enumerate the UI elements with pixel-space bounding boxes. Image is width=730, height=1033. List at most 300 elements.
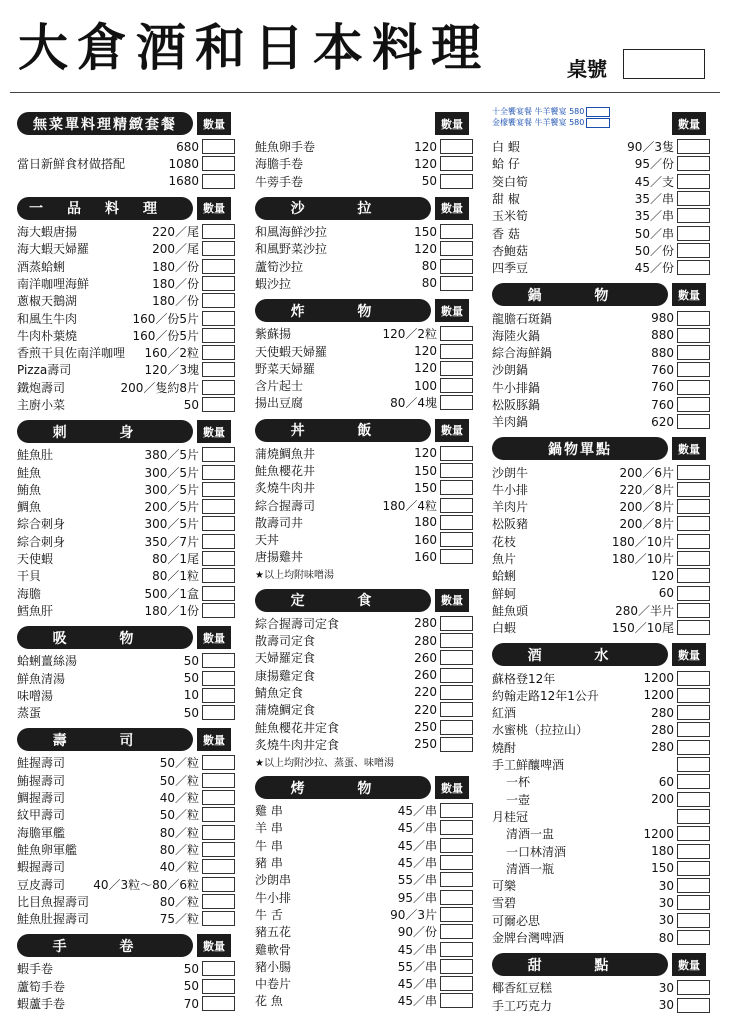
quantity-box[interactable] bbox=[202, 293, 235, 308]
menu-item bbox=[492, 396, 710, 413]
section-header bbox=[492, 643, 710, 666]
item-name: 海膽 bbox=[17, 586, 42, 601]
item-price: 200／8片 bbox=[619, 517, 674, 532]
menu-item bbox=[492, 498, 710, 515]
item-name: 蝦握壽司 bbox=[17, 860, 66, 875]
menu-item bbox=[492, 669, 710, 686]
menu-section bbox=[17, 197, 235, 413]
quantity-box[interactable] bbox=[677, 551, 710, 566]
quantity-box[interactable] bbox=[202, 688, 235, 703]
quantity-box[interactable] bbox=[202, 568, 235, 583]
item-price: 45／串 bbox=[397, 856, 437, 871]
quantity-box[interactable] bbox=[202, 653, 235, 668]
item-price: 45／串 bbox=[397, 977, 437, 992]
section-header bbox=[255, 197, 473, 220]
quantity-box[interactable] bbox=[440, 498, 473, 513]
quantity-box[interactable] bbox=[677, 534, 710, 549]
quantity-box[interactable] bbox=[440, 838, 473, 853]
menu-item bbox=[17, 806, 235, 823]
item-price: 300／5片 bbox=[144, 517, 199, 532]
quantity-box[interactable] bbox=[440, 326, 473, 341]
menu-item bbox=[255, 445, 473, 462]
quantity-box[interactable] bbox=[202, 139, 235, 154]
menu-item bbox=[17, 550, 235, 567]
item-price: 380／5片 bbox=[144, 448, 199, 463]
item-name: 鐵炮壽司 bbox=[17, 380, 66, 395]
quantity-box[interactable] bbox=[202, 224, 235, 239]
quantity-box[interactable] bbox=[677, 809, 710, 824]
item-price: 90／份 bbox=[397, 925, 437, 940]
item-name: 鮭魚櫻花井定食 bbox=[255, 720, 340, 735]
quantity-header: 數量 bbox=[197, 626, 231, 649]
item-name: 杏鮑菇 bbox=[492, 243, 529, 258]
item-price: 300／5片 bbox=[144, 465, 199, 480]
item-name: 紅酒 bbox=[492, 706, 517, 721]
quantity-box[interactable] bbox=[202, 447, 235, 462]
quantity-box[interactable] bbox=[202, 671, 235, 686]
item-price: 60 bbox=[658, 774, 674, 789]
quantity-box[interactable] bbox=[440, 361, 473, 376]
menu-item bbox=[255, 138, 473, 155]
menu-item bbox=[17, 754, 235, 771]
quantity-box[interactable] bbox=[202, 156, 235, 171]
quantity-box[interactable] bbox=[677, 586, 710, 601]
menu-item bbox=[492, 224, 710, 241]
item-price: 50／粒 bbox=[159, 808, 199, 823]
menu-item bbox=[255, 514, 473, 531]
menu-section bbox=[255, 419, 473, 582]
quantity-box[interactable] bbox=[677, 156, 710, 171]
header-divider bbox=[10, 92, 720, 93]
item-name: 松阪豬 bbox=[492, 517, 529, 532]
item-price: 45／串 bbox=[397, 994, 437, 1009]
item-price: 180／10片 bbox=[611, 534, 674, 549]
quantity-box[interactable] bbox=[677, 998, 710, 1013]
quantity-header: 數量 bbox=[672, 953, 706, 976]
item-name: 玉米筍 bbox=[492, 209, 529, 224]
menu-item bbox=[255, 155, 473, 172]
item-price: 1200 bbox=[643, 826, 674, 841]
quantity-box[interactable] bbox=[677, 930, 710, 945]
quantity-box[interactable] bbox=[202, 961, 235, 976]
quantity-box[interactable] bbox=[677, 774, 710, 789]
item-name: 可樂 bbox=[492, 879, 517, 894]
section-header bbox=[255, 776, 473, 799]
quantity-box[interactable] bbox=[440, 463, 473, 478]
quantity-box[interactable] bbox=[440, 702, 473, 717]
quantity-box[interactable] bbox=[440, 515, 473, 530]
quantity-box[interactable] bbox=[677, 757, 710, 772]
menu-section bbox=[17, 728, 235, 927]
item-name: 鮭魚肚握壽司 bbox=[17, 912, 90, 927]
item-name: 燒酎 bbox=[492, 740, 517, 755]
quantity-box[interactable] bbox=[440, 446, 473, 461]
item-price: 120 bbox=[651, 568, 674, 583]
item-price: 45／串 bbox=[397, 804, 437, 819]
item-price: 35／串 bbox=[634, 192, 674, 207]
menu-item bbox=[492, 704, 710, 721]
item-price: 80／粒 bbox=[159, 894, 199, 909]
section-header bbox=[492, 953, 710, 976]
quantity-box[interactable] bbox=[202, 755, 235, 770]
item-price: 50 bbox=[183, 397, 199, 412]
quantity-box[interactable] bbox=[202, 174, 235, 189]
quantity-box[interactable] bbox=[202, 603, 235, 618]
item-price: 80／1粒 bbox=[152, 569, 199, 584]
item-price: 150 bbox=[651, 861, 674, 876]
item-price: 760 bbox=[651, 380, 674, 395]
quantity-box[interactable] bbox=[677, 482, 710, 497]
quantity-box[interactable] bbox=[202, 380, 235, 395]
quantity-box[interactable] bbox=[677, 345, 710, 360]
quantity-box[interactable] bbox=[440, 976, 473, 991]
quantity-box[interactable] bbox=[677, 139, 710, 154]
item-price: 80 bbox=[658, 930, 674, 945]
quantity-box[interactable] bbox=[440, 616, 473, 631]
quantity-box[interactable] bbox=[202, 465, 235, 480]
item-price: 260 bbox=[414, 650, 437, 665]
quantity-box[interactable] bbox=[677, 878, 710, 893]
section-header bbox=[255, 419, 473, 442]
item-name: 蒲燒鯛魚井 bbox=[255, 446, 316, 461]
menu-section bbox=[255, 197, 473, 292]
quantity-box[interactable] bbox=[202, 911, 235, 926]
item-name: 一壺 bbox=[506, 792, 531, 807]
quantity-box[interactable] bbox=[677, 568, 710, 583]
item-price: 120 bbox=[414, 344, 437, 359]
quantity-box[interactable] bbox=[202, 859, 235, 874]
menu-item bbox=[255, 923, 473, 940]
item-name: 鯛握壽司 bbox=[17, 791, 66, 806]
quantity-header: 數量 bbox=[435, 419, 469, 442]
quantity-header: 數量 bbox=[672, 112, 706, 135]
quantity-header: 數量 bbox=[197, 197, 231, 220]
section-title: 壽 司 bbox=[17, 728, 193, 751]
item-price: 980 bbox=[651, 311, 674, 326]
quantity-box[interactable] bbox=[440, 924, 473, 939]
quantity-box[interactable] bbox=[677, 516, 710, 531]
quantity-box[interactable] bbox=[440, 276, 473, 291]
quantity-box[interactable] bbox=[202, 705, 235, 720]
menu-item bbox=[492, 259, 710, 276]
quantity-box[interactable] bbox=[677, 328, 710, 343]
item-name: 鮮蚵 bbox=[492, 586, 517, 601]
quantity-box[interactable] bbox=[202, 807, 235, 822]
section-header bbox=[17, 420, 235, 443]
quantity-box[interactable] bbox=[677, 174, 710, 189]
quantity-box[interactable] bbox=[677, 844, 710, 859]
menu-item bbox=[492, 481, 710, 498]
menu-section bbox=[492, 643, 710, 946]
item-name: 清酒一瓶 bbox=[506, 861, 555, 876]
item-name: 天丼 bbox=[255, 533, 280, 548]
item-name: 唐揚雞丼 bbox=[255, 550, 304, 565]
quantity-box[interactable] bbox=[440, 139, 473, 154]
item-name: 海膽軍艦 bbox=[17, 825, 66, 840]
quantity-box[interactable] bbox=[440, 241, 473, 256]
item-name: 豬小腸 bbox=[255, 959, 292, 974]
quantity-box[interactable] bbox=[440, 820, 473, 835]
item-name: 鮭魚肚 bbox=[17, 448, 54, 463]
quantity-box[interactable] bbox=[440, 855, 473, 870]
item-price: 180 bbox=[414, 515, 437, 530]
menu-section bbox=[255, 589, 473, 769]
quantity-box[interactable] bbox=[440, 156, 473, 171]
quantity-box[interactable] bbox=[677, 722, 710, 737]
section-note: ★以上均附味噌湯 bbox=[255, 570, 334, 582]
quantity-box[interactable] bbox=[440, 480, 473, 495]
item-price: 160／2粒 bbox=[144, 346, 199, 361]
quantity-box[interactable] bbox=[440, 803, 473, 818]
item-name: 約翰走路12年1公升 bbox=[492, 688, 599, 703]
menu-item bbox=[255, 615, 473, 632]
table-number-field[interactable] bbox=[623, 49, 705, 79]
quantity-box[interactable] bbox=[440, 532, 473, 547]
menu-item bbox=[255, 240, 473, 257]
menu-item bbox=[255, 325, 473, 342]
menu-item bbox=[255, 394, 473, 411]
menu-item bbox=[17, 602, 235, 619]
quantity-box[interactable] bbox=[440, 685, 473, 700]
section-header bbox=[17, 728, 235, 751]
quantity-header: 數量 bbox=[672, 283, 706, 306]
mini-note-line1: 十全饗宴餐 牛羊饗宴 580 bbox=[492, 107, 585, 116]
menu-section bbox=[255, 299, 473, 411]
item-name: 康揚雞定食 bbox=[255, 668, 316, 683]
item-price: 40／粒 bbox=[159, 860, 199, 875]
menu-item bbox=[492, 207, 710, 224]
item-name: 綜合刺身 bbox=[17, 534, 66, 549]
menu-item bbox=[17, 585, 235, 602]
item-price: 50／份 bbox=[634, 243, 674, 258]
item-price: 95／份 bbox=[634, 157, 674, 172]
quantity-box[interactable] bbox=[202, 516, 235, 531]
menu-item bbox=[17, 138, 235, 155]
menu-item bbox=[255, 548, 473, 565]
section-header bbox=[17, 934, 235, 957]
menu-item bbox=[17, 533, 235, 550]
quantity-box[interactable] bbox=[677, 861, 710, 876]
menu-section bbox=[255, 776, 473, 1010]
item-name: 鮪握壽司 bbox=[17, 773, 66, 788]
item-name: 海膽手卷 bbox=[255, 157, 304, 172]
quantity-box[interactable] bbox=[440, 668, 473, 683]
menu-item bbox=[17, 463, 235, 480]
quantity-box[interactable] bbox=[440, 174, 473, 189]
item-name: 蘆筍手卷 bbox=[17, 979, 66, 994]
quantity-box[interactable] bbox=[440, 872, 473, 887]
item-price: 80／1尾 bbox=[152, 552, 199, 567]
item-name: 紫蘇揚 bbox=[255, 327, 292, 342]
item-name: 牛肉朴葉燒 bbox=[17, 328, 78, 343]
menu-item bbox=[255, 736, 473, 753]
item-price: 1200 bbox=[643, 671, 674, 686]
quantity-box[interactable] bbox=[202, 877, 235, 892]
menu-item bbox=[492, 138, 710, 155]
menu-item bbox=[17, 446, 235, 463]
menu-section bbox=[17, 934, 235, 1012]
item-price: 1080 bbox=[168, 156, 199, 171]
quantity-header: 數量 bbox=[197, 728, 231, 751]
menu-item bbox=[255, 992, 473, 1009]
quantity-box[interactable] bbox=[202, 551, 235, 566]
item-price: 280 bbox=[651, 705, 674, 720]
menu-item bbox=[17, 396, 235, 413]
item-price: 100 bbox=[414, 378, 437, 393]
quantity-box[interactable] bbox=[677, 380, 710, 395]
quantity-box[interactable] bbox=[202, 241, 235, 256]
item-name: 天使蝦 bbox=[17, 552, 54, 567]
quantity-box[interactable] bbox=[677, 208, 710, 223]
quantity-box[interactable] bbox=[440, 959, 473, 974]
menu-item bbox=[17, 223, 235, 240]
item-price: 200／隻約8片 bbox=[120, 380, 199, 395]
quantity-box[interactable] bbox=[440, 720, 473, 735]
quantity-box[interactable] bbox=[677, 499, 710, 514]
quantity-box[interactable] bbox=[677, 226, 710, 241]
quantity-box[interactable] bbox=[202, 259, 235, 274]
item-price: 350／7片 bbox=[144, 534, 199, 549]
quantity-box[interactable] bbox=[677, 705, 710, 720]
quantity-header: 數量 bbox=[435, 299, 469, 322]
quantity-box[interactable] bbox=[677, 792, 710, 807]
quantity-box[interactable] bbox=[202, 825, 235, 840]
item-price: 200／尾 bbox=[152, 242, 199, 257]
quantity-box[interactable] bbox=[440, 942, 473, 957]
quantity-box[interactable] bbox=[677, 895, 710, 910]
menu-item bbox=[492, 190, 710, 207]
item-price: 80 bbox=[421, 259, 437, 274]
quantity-box[interactable] bbox=[202, 345, 235, 360]
quantity-box[interactable] bbox=[677, 688, 710, 703]
quantity-header: 數量 bbox=[672, 643, 706, 666]
quantity-box[interactable] bbox=[202, 894, 235, 909]
menu-item bbox=[17, 275, 235, 292]
quantity-box[interactable] bbox=[202, 499, 235, 514]
quantity-box[interactable] bbox=[677, 414, 710, 429]
item-name: 天婦羅定食 bbox=[255, 651, 316, 666]
menu-item bbox=[255, 257, 473, 274]
item-name: 和風野菜沙拉 bbox=[255, 242, 328, 257]
menu-item bbox=[17, 875, 235, 892]
quantity-box[interactable] bbox=[202, 482, 235, 497]
item-name: 手工巧克力 bbox=[492, 998, 553, 1013]
quantity-box[interactable] bbox=[677, 603, 710, 618]
quantity-box[interactable] bbox=[440, 378, 473, 393]
item-name: 味噌湯 bbox=[17, 688, 54, 703]
quantity-box[interactable] bbox=[202, 311, 235, 326]
quantity-box[interactable] bbox=[202, 586, 235, 601]
restaurant-title: 大倉酒和日本料理 bbox=[18, 18, 490, 77]
quantity-box[interactable] bbox=[440, 993, 473, 1008]
item-price: 180／4粒 bbox=[382, 498, 437, 513]
item-name: 紋甲壽司 bbox=[17, 808, 66, 823]
quantity-box[interactable] bbox=[202, 979, 235, 994]
menu-item bbox=[255, 275, 473, 292]
item-price: 45／串 bbox=[397, 942, 437, 957]
quantity-box[interactable] bbox=[440, 650, 473, 665]
quantity-box[interactable] bbox=[677, 465, 710, 480]
quantity-box[interactable] bbox=[677, 913, 710, 928]
menu-section bbox=[492, 953, 710, 1014]
quantity-box[interactable] bbox=[440, 633, 473, 648]
quantity-box[interactable] bbox=[677, 397, 710, 412]
section-title: 丼 飯 bbox=[255, 419, 431, 442]
item-price: 95／串 bbox=[397, 890, 437, 905]
quantity-box[interactable] bbox=[202, 534, 235, 549]
quantity-box[interactable] bbox=[440, 890, 473, 905]
quantity-box[interactable] bbox=[202, 842, 235, 857]
menu-item bbox=[17, 379, 235, 396]
menu-item bbox=[492, 773, 710, 790]
menu-item bbox=[492, 996, 710, 1013]
menu-item bbox=[492, 877, 710, 894]
quantity-box[interactable] bbox=[440, 224, 473, 239]
menu-item bbox=[255, 889, 473, 906]
quantity-header: 數量 bbox=[435, 112, 469, 135]
item-name: 牛蒡手卷 bbox=[255, 174, 304, 189]
quantity-box[interactable] bbox=[202, 790, 235, 805]
item-price: 150 bbox=[414, 224, 437, 239]
menu-item bbox=[255, 819, 473, 836]
quantity-box[interactable] bbox=[677, 362, 710, 377]
quantity-box[interactable] bbox=[677, 243, 710, 258]
item-name: 牛 舌 bbox=[255, 907, 283, 922]
quantity-box[interactable] bbox=[202, 276, 235, 291]
quantity-box[interactable] bbox=[677, 671, 710, 686]
menu-item bbox=[255, 496, 473, 513]
item-price: 200／5片 bbox=[144, 500, 199, 515]
quantity-box[interactable] bbox=[677, 260, 710, 275]
menu-item bbox=[492, 756, 710, 773]
quantity-box[interactable] bbox=[202, 362, 235, 377]
menu-item bbox=[492, 912, 710, 929]
quantity-box[interactable] bbox=[202, 397, 235, 412]
quantity-box[interactable] bbox=[440, 344, 473, 359]
quantity-box[interactable] bbox=[440, 259, 473, 274]
quantity-box[interactable] bbox=[202, 996, 235, 1011]
item-price: 300／5片 bbox=[144, 482, 199, 497]
menu-section bbox=[17, 112, 235, 190]
item-name: 花 魚 bbox=[255, 994, 283, 1009]
quantity-box[interactable] bbox=[677, 311, 710, 326]
menu-item bbox=[17, 327, 235, 344]
item-name: 蝦手卷 bbox=[17, 962, 54, 977]
item-name: 鮭魚卵軍艦 bbox=[17, 842, 78, 857]
quantity-box[interactable] bbox=[677, 191, 710, 206]
quantity-box[interactable] bbox=[440, 737, 473, 752]
section-title: 甜 點 bbox=[492, 953, 668, 976]
quantity-box[interactable] bbox=[677, 980, 710, 995]
quantity-box[interactable] bbox=[677, 740, 710, 755]
menu-item bbox=[17, 704, 235, 721]
item-price: 200／6片 bbox=[619, 465, 674, 480]
section-header bbox=[255, 589, 473, 612]
quantity-box[interactable] bbox=[440, 907, 473, 922]
item-price: 180／份 bbox=[152, 259, 199, 274]
quantity-box[interactable] bbox=[440, 549, 473, 564]
quantity-box[interactable] bbox=[440, 395, 473, 410]
quantity-box[interactable] bbox=[677, 620, 710, 635]
menu-item bbox=[17, 652, 235, 669]
quantity-box[interactable] bbox=[202, 328, 235, 343]
menu-item bbox=[17, 257, 235, 274]
quantity-box[interactable] bbox=[677, 826, 710, 841]
menu-item bbox=[492, 602, 710, 619]
quantity-box[interactable] bbox=[202, 773, 235, 788]
menu-item bbox=[492, 739, 710, 756]
item-name: 雞軟骨 bbox=[255, 942, 292, 957]
